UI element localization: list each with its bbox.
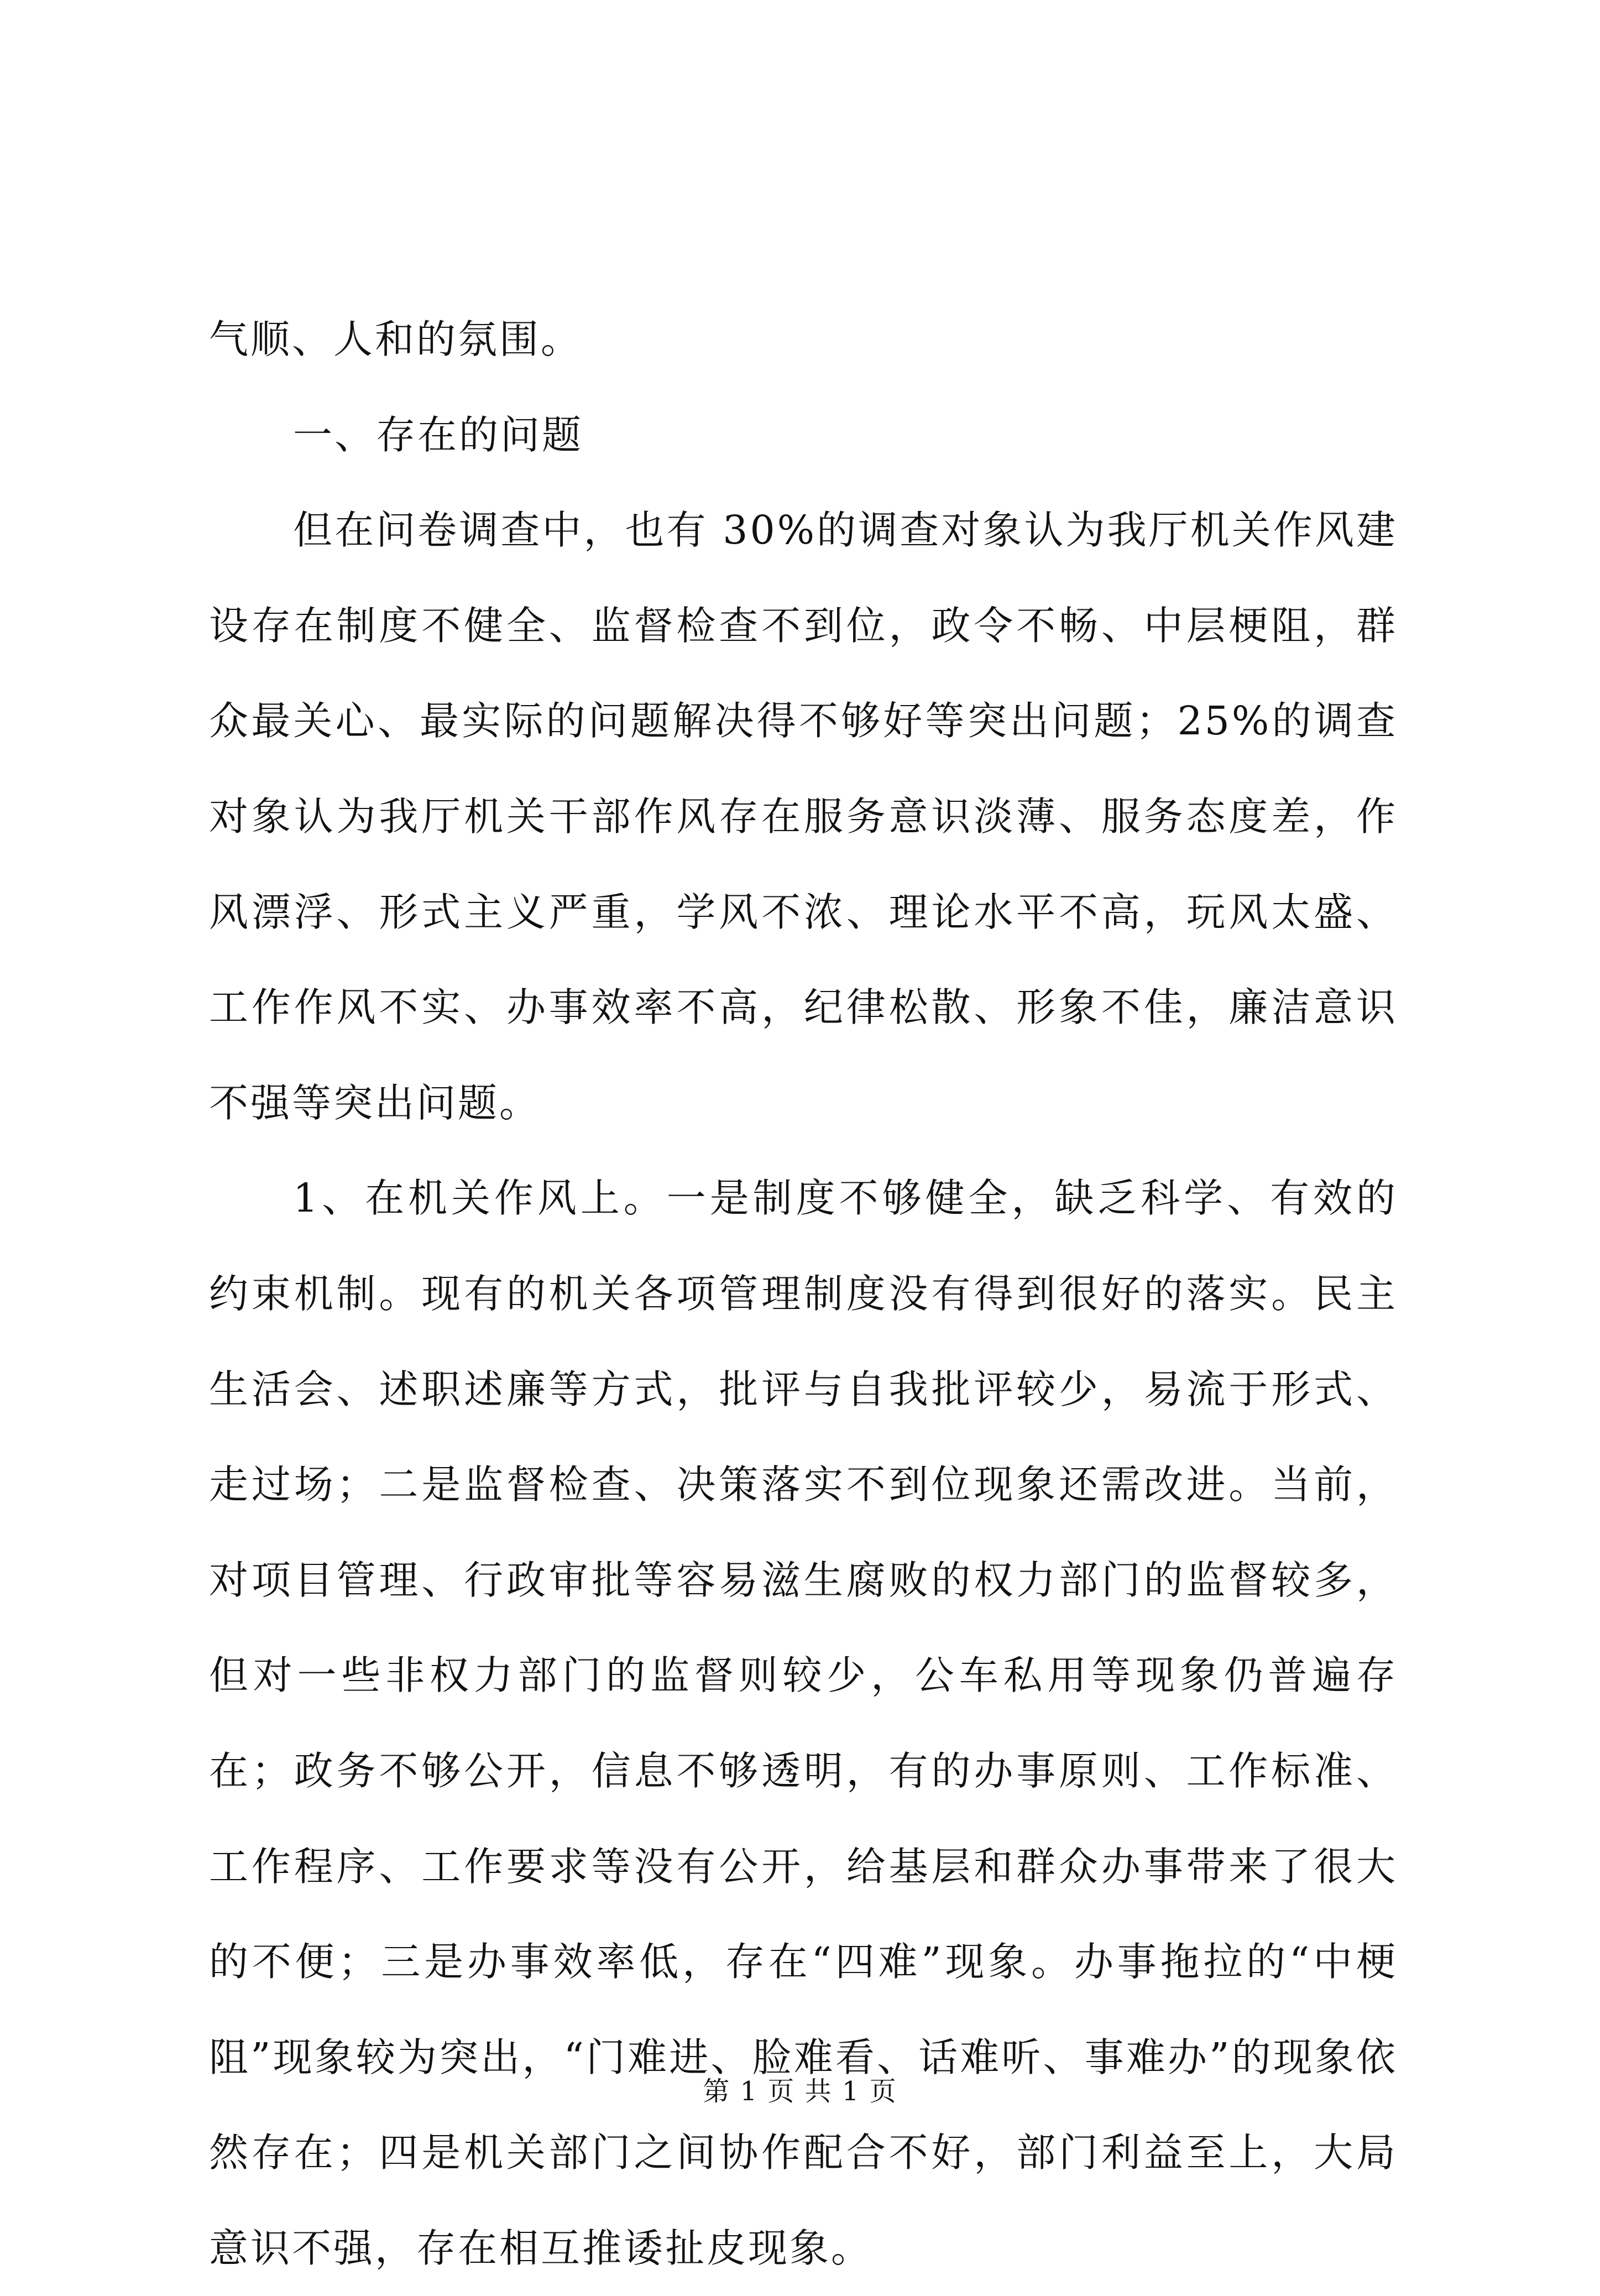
page-number-label: 第 1 页 共 1 页	[703, 2076, 897, 2107]
body-text	[209, 292, 1398, 2296]
section-heading: 一、存在的问题	[293, 411, 584, 458]
paragraph-survey-findings: 但在问卷调查中，也有 30%的调查对象认为我厅机关作风建设存在制度不健全、监督检查不到位，政令不畅、中层梗阻，群众最关心、最实际的问题解决得不够好等突出问题；25%的调查对象认为我厅机关干部作风存在服务意识淡薄、服务态度差，作风漂浮、形式主义严重，学风不浓、理论水平不高，玩风太盛、工作作风不实、办事效率不高，纪律松散、形象不佳，廉洁意识不强等突出问题。	[209, 507, 1398, 1126]
paragraph-closing-line: 气顺、人和的氛围。	[209, 316, 583, 362]
page-footer	[0, 2075, 1600, 2108]
paragraph-organ-style: 1、在机关作风上。一是制度不够健全，缺乏科学、有效的约束机制。现有的机关各项管理制度没有得到很好的落实。民主生活会、述职述廉等方式，批评与自我批评较少，易流于形式、走过场；二是监督检查、决策落实不到位现象还需改进。当前，对项目管理、行政审批等容易滋生腐败的权力部门的监督较多，但对一些非权力部门的监督则较少，公车私用等现象仍普遍存在；政务不够公开，信息不够透明，有的办事原则、工作标准、工作程序、工作要求等没有公开，给基层和群众办事带来了很大的不便；三是办事效率低，存在“四难”现象。办事拖拉的“中梗阻”现象较为突出，“门难进、脸难看、话难听、事难办”的现象依然存在；四是机关部门之间协作配合不好，部门利益至上，大局意识不强，存在相互推诿扯皮现象。	[209, 1175, 1398, 2271]
